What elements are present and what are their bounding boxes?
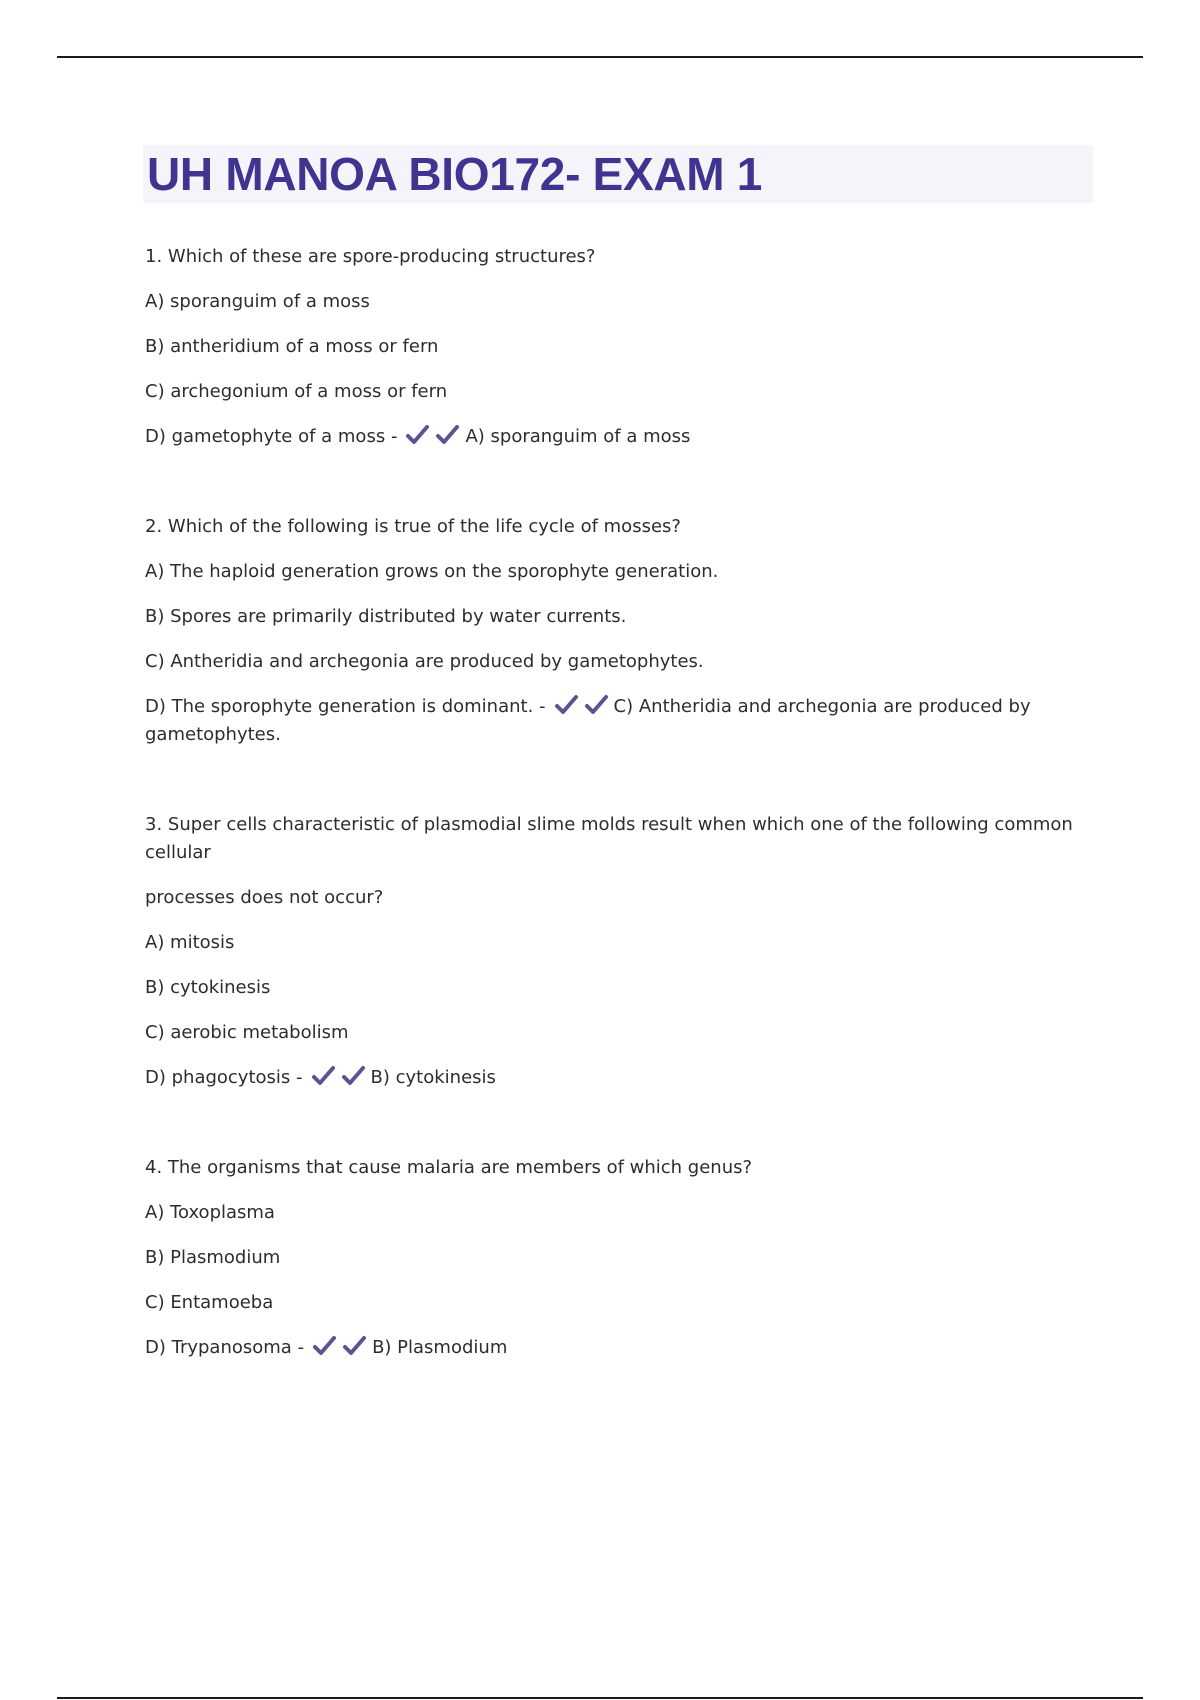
question-block [145, 513, 1080, 749]
option-c: C) archegonium of a moss or fern [145, 381, 448, 402]
check-icon [435, 424, 461, 446]
option-b: B) Spores are primarily distributed by water currents. [145, 606, 627, 627]
option-b: B) Plasmodium [145, 1247, 281, 1268]
question-block [145, 811, 1080, 1092]
option-a: A) The haploid generation grows on the sporophyte generation. [145, 561, 719, 582]
check-icon [554, 694, 580, 716]
question-text: 3. Super cells characteristic of plasmodial slime molds result when which one of the following common cellular [145, 814, 1073, 863]
header-rule [57, 56, 1143, 58]
option-c: C) Entamoeba [145, 1292, 274, 1313]
check-icon [312, 1335, 338, 1357]
option-b: B) cytokinesis [145, 977, 271, 998]
question-block [145, 1154, 1080, 1362]
question-text: 2. Which of the following is true of the life cycle of mosses? [145, 516, 681, 537]
correct-answer: C) Antheridia and archegonia are produced by gametophytes. [145, 696, 1031, 745]
question-list [145, 243, 1080, 1424]
footer-rule [57, 1697, 1143, 1699]
option-b: B) antheridium of a moss or fern [145, 336, 439, 357]
question-block [145, 243, 1080, 451]
option-c: C) Antheridia and archegonia are produced by gametophytes. [145, 651, 704, 672]
option-d-with-answer: D) The sporophyte generation is dominant. - C) Antheridia and archegonia are produced by gametophytes. [145, 696, 1031, 745]
check-icon [342, 1335, 368, 1357]
check-icon [405, 424, 431, 446]
option-d-with-answer: D) gametophyte of a moss - A) sporanguim of a moss [145, 426, 691, 447]
option-d: D) phagocytosis [145, 1067, 291, 1088]
check-icon [341, 1065, 367, 1087]
correct-answer: B) Plasmodium [372, 1337, 508, 1358]
option-d: D) Trypanosoma [145, 1337, 292, 1358]
check-icon [584, 694, 610, 716]
question-text: 4. The organisms that cause malaria are members of which genus? [145, 1157, 753, 1178]
option-c: C) aerobic metabolism [145, 1022, 349, 1043]
option-d: D) The sporophyte generation is dominant. [145, 696, 534, 717]
option-d: D) gametophyte of a moss [145, 426, 386, 447]
correct-answer: B) cytokinesis [370, 1067, 496, 1088]
option-d-with-answer: D) phagocytosis - B) cytokinesis [145, 1067, 496, 1088]
option-d-with-answer: D) Trypanosoma - B) Plasmodium [145, 1337, 508, 1358]
document-title: UH MANOA BIO172- EXAM 1 [147, 148, 763, 200]
correct-answer: A) sporanguim of a moss [465, 426, 691, 447]
option-a: A) Toxoplasma [145, 1202, 275, 1223]
question-text: 1. Which of these are spore-producing structures? [145, 246, 596, 267]
check-icon [311, 1065, 337, 1087]
option-a: A) sporanguim of a moss [145, 291, 370, 312]
option-a: A) mitosis [145, 932, 235, 953]
question-text-continued: processes does not occur? [145, 887, 384, 908]
